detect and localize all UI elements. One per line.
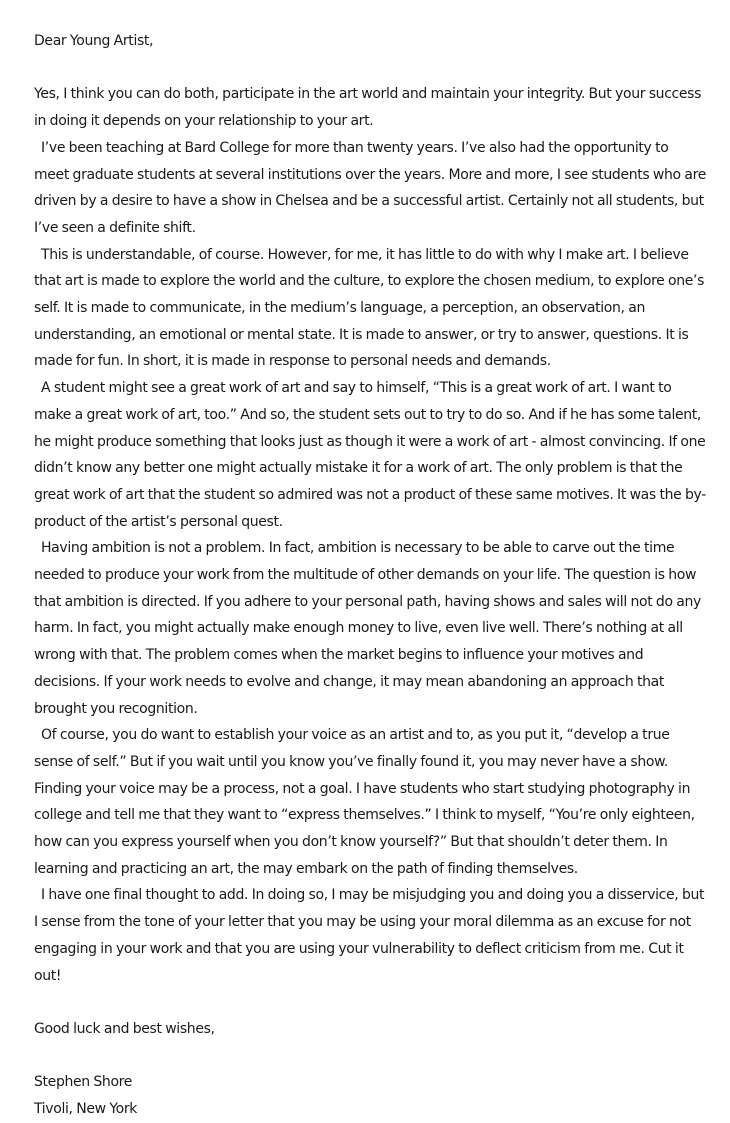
paragraph-3: This is understandable, of course. However, for me, it has little to do with why I make art. I believe that art is made to explore the world and the culture, to explore the chosen medium, to explore one’s self. It is made to communicate, in the medium’s language, a perception, an observation, an understanding, an emotional or mental state. It is made to answer, or try to answer, questions. It is made for fun. In short, it is made in response to personal needs and demands. — [34, 246, 705, 370]
paragraph-7: I have one final thought to add. In doing so, I may be misjudging you and doing you a disservice, but I sense from the tone of your letter that you may be using your moral dilemma as an excuse for not engaging in your work and that you are using your vulnerability to deflect criticism from me. Cut it out! — [34, 887, 705, 984]
signature-name: Stephen Shore — [34, 1074, 133, 1091]
closing: Good luck and best wishes, — [34, 1020, 215, 1037]
salutation: Dear Young Artist, — [34, 33, 154, 49]
signature-location: Tivoli, New York — [34, 1101, 138, 1118]
paragraph-4: A student might see a great work of art and say to himself, “This is a great work of art. I want to make a great work of art, too.” And so, the student sets out to try to do so. And if he has some talent, he might produce something that looks just as though it were a work of art - almost convincing. If one didn’t know any better one might actually mistake it for a work of art. The only problem is that the great work of art that the student so admired was not a product of these same motives. It was the by-product of the artist’s personal quest. — [34, 380, 706, 530]
paragraph-6: Of course, you do want to establish your voice as an artist and to, as you put it, “develop a true sense of self.” But if you wait until you know you’ve finally found it, you may never have a show. Finding your voice may be a process, not a goal. I have students who start studying photography in college and tell me that they want to “express themselves.” I think to myself, “You’re only eighteen, how can you express yourself when you don’t know yourself?” But that shouldn’t deter them. In learning and practicing an art, the may embark on the path of finding themselves. — [34, 727, 695, 877]
paragraph-5: Having ambition is not a problem. In fact, ambition is necessary to be able to carve out the time needed to produce your work from the multitude of other demands on your life. The question is how that ambition is directed. If you adhere to your personal path, having shows and sales will not do any harm. In fact, you might actually make enough money to live, even live well. There’s nothing at all wrong with that. The problem comes when the market begins to influence your motives and decisions. If your work needs to evolve and change, it may mean abandoning an approach that brought you recognition. — [34, 540, 701, 717]
paragraph-1: Yes, I think you can do both, participate in the art world and maintain your integrity. But your success in doing it depends on your relationship to your art. — [34, 86, 702, 130]
paragraph-2: I’ve been teaching at Bard College for more than twenty years. I’ve also had the opportunity to meet graduate students at several institutions over the years. More and more, I see students who are driven by a desire to have a show in Chelsea and be a successful artist. Certainly not all students, but I’ve seen a definite shift. — [34, 139, 706, 236]
letter-body — [34, 28, 706, 1123]
